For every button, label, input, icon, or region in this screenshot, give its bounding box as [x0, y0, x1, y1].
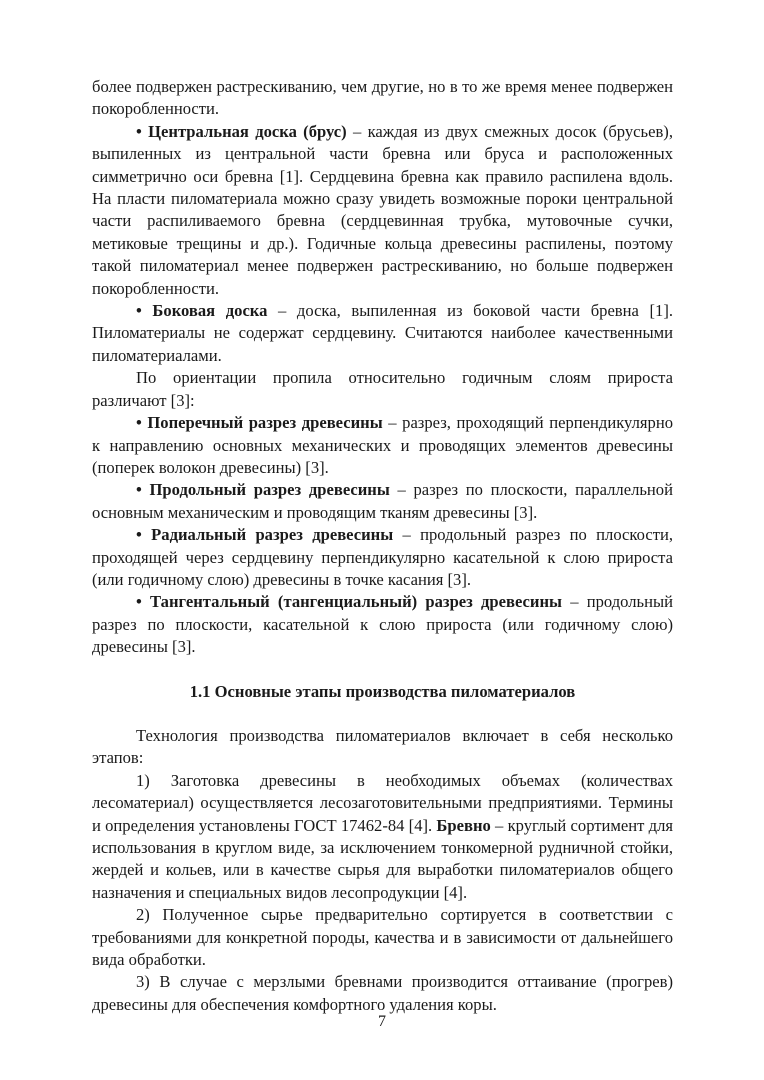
definition-longitudinal-section [92, 479, 673, 524]
step-1-text-a: 1) Заготовка древесины в необходимых объемах (количествах лесоматериал) осуществляется лесозаготовительными предприятиями. Термины и определения установлены ГОСТ 17462-84 [4]. [92, 770, 673, 835]
definition-side-board [92, 300, 673, 367]
step-2: 2) Полученное сырье предварительно сортируется в соответствии с требованиями для конкретной породы, качества и в зависимости от дальнейшего вида обработки. [92, 905, 673, 970]
definition-radial-section [92, 524, 673, 591]
term-cross-section: • Поперечный разрез древесины [136, 413, 383, 432]
term-longitudinal-section: • Продольный разрез древесины [136, 480, 390, 499]
definition-text: – каждая из двух смежных досок (брусьев), выпиленных из центральной части бревна или бруса и расположенных симметрично оси бревна [1]. Сердцевина бревна как правило распилена вдоль. На пласти пиломатериала можно сразу увидеть возможные пороки центральной части распиливаемого бревна (сердцевинная трубка, мутовочные сучки, метиковые трещины и др.). Годичные кольца древесины распилены, поэтому такой пиломатериал менее подвержен растрескиванию, но больше подвержен покоробленности. [92, 121, 673, 298]
definition-cross-section [92, 412, 673, 479]
term-radial-section: • Радиальный разрез древесины [136, 525, 393, 544]
step-1-text-b: – круглый сортимент для использования в круглом виде, за исключением тонкомерной рудничной стойки, жердей и кольев, или в качестве сырья для выработки пиломатериалов общего назначения и специальных видов лесопродукции [4]. [92, 815, 674, 902]
page-number: 7 [378, 1013, 386, 1030]
step-1 [92, 770, 673, 904]
document-page [92, 76, 673, 1016]
term-log: Бревно [436, 815, 491, 835]
definition-text: – разрез, проходящий перпендикулярно к направлению основных механических и проводящих элементов древесины (поперек волокон древесины) [3]. [92, 413, 673, 477]
definition-tangential-section [92, 591, 673, 658]
definition-text: – продольный разрез по плоскости, проходящей через сердцевину перпендикулярно касательной к слою прироста (или годичному слою) древесины в точке касания [3]. [92, 525, 673, 589]
orientation-intro: По ориентации пропила относительно годичным слоям прироста различают [3]: [92, 368, 673, 410]
paragraph-continuation: более подвержен растрескиванию, чем другие, но в то же время менее подвержен покоробленности. [92, 77, 673, 119]
definition-text: – продольный разрез по плоскости, касательной к слою прироста (или годичному слою) древесины [3]. [92, 592, 673, 657]
term-central-board: • Центральная доска (брус) [136, 122, 347, 141]
definition-text: – разрез по плоскости, параллельной основным механическим и проводящим тканям древесины [3]. [92, 480, 673, 522]
term-tangential-section: • Тангентальный (тангенциальный) разрез древесины [136, 592, 562, 611]
definition-central-board [92, 121, 673, 300]
definition-text: – доска, выпиленная из боковой части бревна [1]. Пиломатериалы не содержат сердцевину. Считаются наиболее качественными пиломатериалами. [92, 301, 673, 365]
step-3: 3) В случае с мерзлыми бревнами производится оттаивание (прогрев) древесины для обеспечения комфортного удаления коры. [92, 972, 673, 1014]
technology-intro: Технология производства пиломатериалов включает в себя несколько этапов: [92, 725, 673, 768]
section-heading: 1.1 Основные этапы производства пиломатериалов [189, 681, 576, 701]
term-side-board: • Боковая доска [136, 301, 267, 320]
